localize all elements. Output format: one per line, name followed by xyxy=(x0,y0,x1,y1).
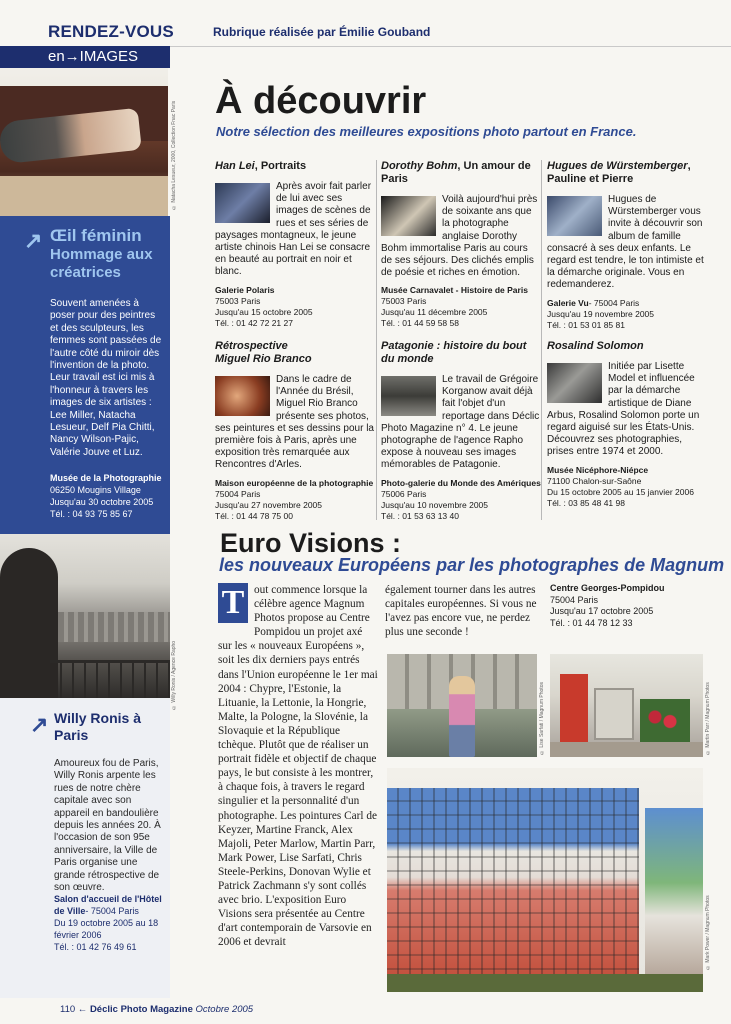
column-divider xyxy=(541,160,542,520)
dropcap: T xyxy=(218,583,248,623)
page-number: 110 xyxy=(60,1004,76,1015)
header-divider xyxy=(170,46,731,47)
feminin-venue-block xyxy=(50,472,168,520)
exhibit-tel: Tél. : 01 44 78 75 00 xyxy=(215,510,293,521)
exhibit-dates: Du 15 octobre 2005 au 15 janvier 2006 xyxy=(547,486,694,497)
exhibit-address: 75003 Paris xyxy=(381,296,427,307)
issue-date: Octobre 2005 xyxy=(195,1004,254,1015)
exhibit-rosalind-solomon xyxy=(547,340,707,509)
exhibit-body: Voilà aujourd'hui près de soixante ans que la photographe anglaise Dorothy Bohm immortalise Paris au cours de ses séjours. Des clichés emplis de poésie et riches en émotion. xyxy=(381,194,538,279)
ronis-dates: Du 19 octobre 2005 au 18 février 2006 xyxy=(54,918,159,940)
euro-article-text: out commence lorsque la célèbre agence Magnum Photos propose au Centre Pompidou un projet axé sur les « nouveaux Européens », soit les dix derniers pays entrés dans l'Union européenne le 1er mai 2004 : Chypre, l'Estonie, la Lituanie, la Lettonie, la Hongrie, Malte, la Pologne, la Slovénie, la Slovaquie et la République tchèque. Plutôt que de réaliser un portrait fidèle et objectif de chaque pays, le but consiste à les montrer, à chaque fois, à travers le regard singulier et la personnalité d'un photographe. Les pointures Carl de Keyzer, Martine Franck, Alex Majoli, Peter Marlow, Martin Parr, Mark Power, Lise Sarfati, Chris Steele-Perkins, Donovan Wylie et Patrick Zachmann s'y sont collés avec brio. L'exposition Euro Visions sera présentée au Centre d'art contemporain de Varsovie en 2006 et devrait xyxy=(218,584,378,949)
photo-red-pillar xyxy=(560,674,588,744)
exhibit-dorothy-bohm xyxy=(381,160,541,329)
exhibit-tel: Tél. : 03 85 48 41 98 xyxy=(547,497,625,508)
photo1-credit: © Natacha Lesueur, 2000, Collection Fnac Paris xyxy=(171,100,177,210)
footer-arrow-icon: ← xyxy=(77,1004,88,1015)
photo-station-parr xyxy=(550,654,703,757)
photo-credit-power: © Mark Power / Magnum Photos xyxy=(705,895,711,970)
ronis-body: Amoureux fou de Paris, Willy Ronis arpente les rues de notre chère capitale avec son appareil en bandoulière depuis les années 20. À l'occasion de son 95e anniversaire, la Ville de Paris organise une grande rétrospective de son œuvre. xyxy=(54,758,161,894)
exhibit-dates: Jusqu'au 11 décembre 2005 xyxy=(381,307,488,318)
ronis-address: - 75004 Paris xyxy=(85,906,139,916)
exhibit-title: Dorothy Bohm xyxy=(381,160,458,172)
exhibit-title: Patagonie : histoire du bout du monde xyxy=(381,340,527,365)
photo-flowers xyxy=(640,699,690,744)
photo-balcony-rail xyxy=(50,660,170,698)
euro-article-col2: également tourner dans les autres capitales européennes. Si vous ne l'avez pas encore vue, ne perdez plus une seconde ! xyxy=(385,584,537,639)
photo-girl-sarfati xyxy=(387,654,537,757)
feminin-tel: Tél. : 04 93 75 85 67 xyxy=(50,509,133,519)
exhibit-body: Le travail de Grégoire Korganow avait déjà fait l'objet d'un reportage dans Déclic Photo Magazine n° 4. Le jeune photographe de l'agence Rapho expose à nouveau ses images mémorables de Patagonie. xyxy=(381,374,540,471)
photo-tower-right xyxy=(645,808,703,974)
exhibit-title: Rétrospective xyxy=(215,340,288,352)
ronis-box xyxy=(0,698,170,998)
exhibit-venue: Galerie Polaris xyxy=(215,284,275,295)
photo-girl-figure xyxy=(449,676,475,757)
exhibit-dates: Jusqu'au 15 octobre 2005 xyxy=(215,306,313,317)
exhibit-tel: Tél. : 01 53 63 13 40 xyxy=(381,510,459,521)
dropcap-spacer xyxy=(218,583,254,627)
feminin-body: Souvent amenées à poser pour des peintres et des sculpteurs, les femmes sont passées de l'autre côté du miroir dès l'invention de la photo. Leur travail est ici mis à l'honneur à travers les images de six artistes : Lee Miller, Natacha Lesueur, Delf Pia Chitti, Nancy Wilson-Pajic, Valérie Jouve et Luz. xyxy=(50,298,162,458)
exhibit-body: Après avoir fait parler de lui avec ses images de scènes de rues et ses séries de paysages montagneux, le jeune artiste chinois Han Lei se consacre en beauté au portrait en noir et blanc. xyxy=(215,181,372,278)
exhibit-title: Hugues de Würstemberger xyxy=(547,160,688,172)
exhibit-tel: Tél. : 01 44 59 58 58 xyxy=(381,318,459,329)
exhibit-title-rest: , Pauline et Pierre xyxy=(547,160,691,185)
exhibit-title-rest: , Portraits xyxy=(254,160,307,172)
feminin-address: 06250 Mougins Village xyxy=(50,485,141,495)
exhibit-han-lei xyxy=(215,160,375,329)
exhibit-venue: Galerie Vu xyxy=(547,297,589,308)
exhibit-thumbnail xyxy=(215,183,270,223)
exhibit-rio-branco xyxy=(215,340,375,522)
euro-venue: Centre Georges-Pompidou xyxy=(550,583,665,593)
exhibit-dates: Jusqu'au 27 novembre 2005 xyxy=(215,499,323,510)
photo-windows xyxy=(387,788,639,974)
exhibit-address: 71100 Chalon-sur-Saône xyxy=(547,475,642,486)
euro-title: Euro Visions : xyxy=(220,528,402,558)
exhibit-wurstemberger xyxy=(547,160,707,331)
euro-venue-block xyxy=(550,583,710,629)
feminin-title: Œil féminin xyxy=(50,226,142,245)
page-title: À découvrir xyxy=(215,80,427,122)
exhibit-title: Han Lei xyxy=(215,160,255,172)
feminin-subtitle: Hommage aux créatrices xyxy=(50,246,153,281)
section-subtitle: en→IMAGES xyxy=(0,46,170,68)
magazine-name: Déclic Photo Magazine xyxy=(89,1004,193,1015)
arrow-icon: ↗ xyxy=(30,712,49,737)
exhibit-body: Dans le cadre de l'Année du Brésil, Miguel Rio Branco présente ses photos, ses peintures et ses dessins pour la première fois à Paris, après une exposition très remarquée aux Rencontres d'Arles. xyxy=(215,374,374,471)
euro-subtitle: les nouveaux Européens par les photographes de Magnum xyxy=(219,555,725,575)
photo-paris-skyline xyxy=(58,612,170,642)
exhibit-title-rest: Miguel Rio Branco xyxy=(215,353,312,365)
feminin-dates: Jusqu'au 30 octobre 2005 xyxy=(50,497,154,507)
exhibit-tel: Tél. : 01 53 01 85 81 xyxy=(547,319,625,330)
exhibit-title: Rosalind Solomon xyxy=(547,340,644,352)
euro-article-col1 xyxy=(218,583,378,973)
photo-ground xyxy=(387,974,703,992)
exhibit-venue: Musée Carnavalet - Histoire de Paris xyxy=(381,285,528,296)
feminin-box xyxy=(0,216,170,534)
feminin-venue: Musée de la Photographie xyxy=(50,473,162,483)
exhibit-address: 75006 Paris xyxy=(381,488,427,499)
photo-platform xyxy=(550,742,703,757)
ronis-tel: Tél. : 01 42 76 49 61 xyxy=(54,942,137,952)
ronis-venue: Salon d'accueil de l'Hôtel de Ville xyxy=(54,894,162,916)
euro-dates: Jusqu'au 17 octobre 2005 xyxy=(550,606,654,616)
exhibit-address: 75003 Paris xyxy=(215,295,261,306)
photo-floor xyxy=(0,176,168,216)
photo-building-power xyxy=(387,768,703,992)
photo-kiosk xyxy=(594,688,634,740)
arrow-icon: ↗ xyxy=(24,228,43,253)
ronis-venue-block xyxy=(54,893,170,953)
exhibit-dates: Jusqu'au 10 novembre 2005 xyxy=(381,499,489,510)
exhibit-venue: Maison européenne de la photographie xyxy=(215,477,374,488)
exhibit-thumbnail xyxy=(547,363,602,403)
exhibit-address: 75004 Paris xyxy=(215,488,261,499)
photo2-credit: © Willy Ronis / Agence Rapho xyxy=(171,640,177,710)
exhibit-thumbnail xyxy=(215,376,270,416)
page-subtitle: Notre sélection des meilleures expositions photo partout en France. xyxy=(216,124,637,139)
exhibit-patagonie xyxy=(381,340,541,522)
exhibit-address: - 75004 Paris xyxy=(588,297,640,308)
euro-tel: Tél. : 01 44 78 12 33 xyxy=(550,617,633,628)
exhibit-dates: Jusqu'au 19 novembre 2005 xyxy=(547,308,655,319)
exhibit-body: Initiée par Lisette Model et influencée par la démarche artistique de Diane Arbus, Rosalind Solomon porte un regard aiguisé sur les États-Unis. Découvrez ses photographies, prises entre 1974 et 2000. xyxy=(547,361,700,458)
exhibit-body: Hugues de Würstemberger vous invite à découvrir son album de famille consacré à ses deux enfants. Le regard est tendre, le ton intimiste et la démarche originale. Vous en redemanderez. xyxy=(547,194,704,291)
euro-address: 75004 Paris xyxy=(550,594,599,605)
exhibit-thumbnail xyxy=(547,196,602,236)
photo-credit-parr: © Martin Parr / Magnum Photos xyxy=(705,682,711,755)
exhibit-thumbnail xyxy=(381,376,436,416)
ronis-title: Willy Ronis à Paris xyxy=(54,710,142,743)
exhibit-tel: Tél. : 01 42 72 21 27 xyxy=(215,317,293,328)
exhibit-venue: Photo-galerie du Monde des Amériques xyxy=(381,477,541,488)
exhibit-thumbnail xyxy=(381,196,436,236)
rubrique-credit: Rubrique réalisée par Émilie Gouband xyxy=(213,25,431,39)
photo-credit-sarfati: © Lise Sarfati / Magnum Photos xyxy=(539,682,545,755)
exhibit-title-rest: , Un amour de Paris xyxy=(381,160,531,185)
column-divider xyxy=(376,160,377,520)
section-title: RENDEZ-VOUS xyxy=(48,22,174,41)
page-footer xyxy=(60,1004,253,1015)
exhibit-venue: Musée Nicéphore-Niépce xyxy=(547,464,649,475)
